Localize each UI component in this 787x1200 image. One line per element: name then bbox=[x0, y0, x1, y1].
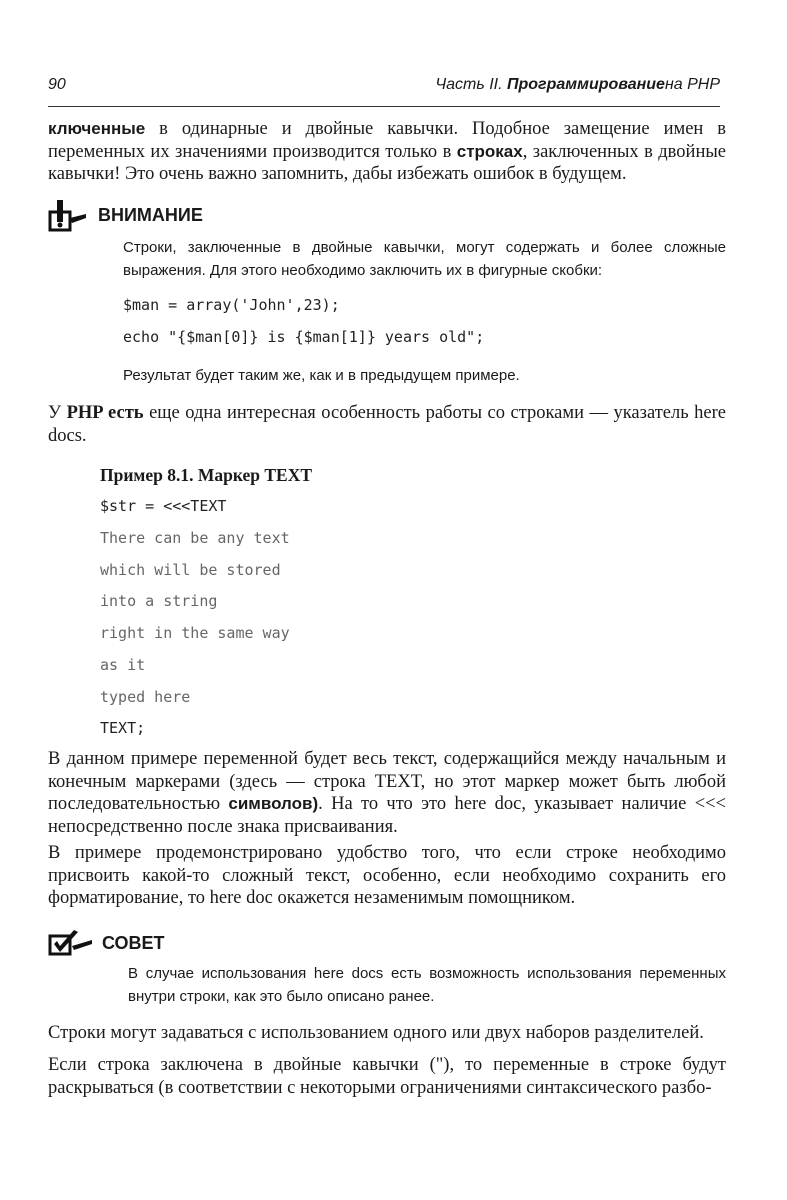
tip-heading bbox=[48, 928, 165, 958]
example-code-line: as it bbox=[100, 656, 146, 674]
tip-text: В случае использования here docs есть возможность использования переменных внутри строки, как это было описано ранее. bbox=[128, 965, 726, 1005]
warning-result: Результат будет таким же, как и в предыдущем примере. bbox=[123, 367, 520, 384]
page-number: 90 bbox=[48, 76, 66, 93]
warning-text: Строки, заключенные в двойные кавычки, могут содержать и более сложные выражения. Для этого необходимо заключить их в фигурные скобки: bbox=[123, 239, 726, 279]
example-code-line: into a string bbox=[100, 592, 218, 610]
paragraph-3: В данном примере переменной будет весь текст, содержащийся между начальным и конечным маркерами (здесь — строка TEXT, но этот маркер может быть любой последовательностью символов). На то что это here doc, указывает наличие <<< непосредственно после знака присваивания. bbox=[48, 749, 726, 837]
paragraph-6: Если строка заключена в двойные кавычки ("), то переменные в строке будут раскрываться (в соответствии с некоторыми ограничениями синтаксического разбо- bbox=[48, 1055, 726, 1098]
example-code-line: typed here bbox=[100, 688, 191, 706]
example-code-line: TEXT; bbox=[100, 719, 146, 737]
paragraph-4: В примере продемонстрировано удобство того, что если строке необходимо присвоить какой-то сложный текст, особенно, если необходимо сохранить его форматирование, то here doc окажется незаменимым помощником. bbox=[48, 843, 726, 908]
tip-checkmark-icon bbox=[48, 928, 94, 958]
example-title: Пример 8.1. Маркер TEXT bbox=[100, 465, 313, 485]
example-code-line: right in the same way bbox=[100, 624, 290, 642]
warning-label: ВНИМАНИЕ bbox=[98, 204, 203, 225]
paragraph-5: Строки могут задаваться с использованием одного или двух наборов разделителей. bbox=[48, 1023, 704, 1043]
warning-code-line-2: echo "{$man[0]} is {$man[1]} years old"; bbox=[123, 328, 485, 346]
paragraph-1: ключенные в одинарные и двойные кавычки. Подобное замещение имен в переменных их значениями производится только в строках, заключенных в двойные кавычки! Это очень важно запомнить, дабы избежать ошибок в будущем. bbox=[48, 119, 726, 184]
warning-heading bbox=[48, 198, 203, 232]
warning-code-line-1: $man = array('John',23); bbox=[123, 296, 340, 314]
example-code-line: which will be stored bbox=[100, 561, 281, 579]
paragraph-2: У PHP есть еще одна интересная особенность работы со строками — указатель here docs. bbox=[48, 403, 726, 446]
chapter-title: Часть II. Программированиена PHP bbox=[435, 76, 720, 93]
running-header bbox=[48, 76, 720, 100]
tip-label: СОВЕТ bbox=[102, 932, 165, 953]
header-rule bbox=[48, 106, 720, 107]
warning-hand-icon bbox=[48, 198, 90, 232]
example-code-line: There can be any text bbox=[100, 529, 290, 547]
example-code-line: $str = <<<TEXT bbox=[100, 497, 227, 515]
